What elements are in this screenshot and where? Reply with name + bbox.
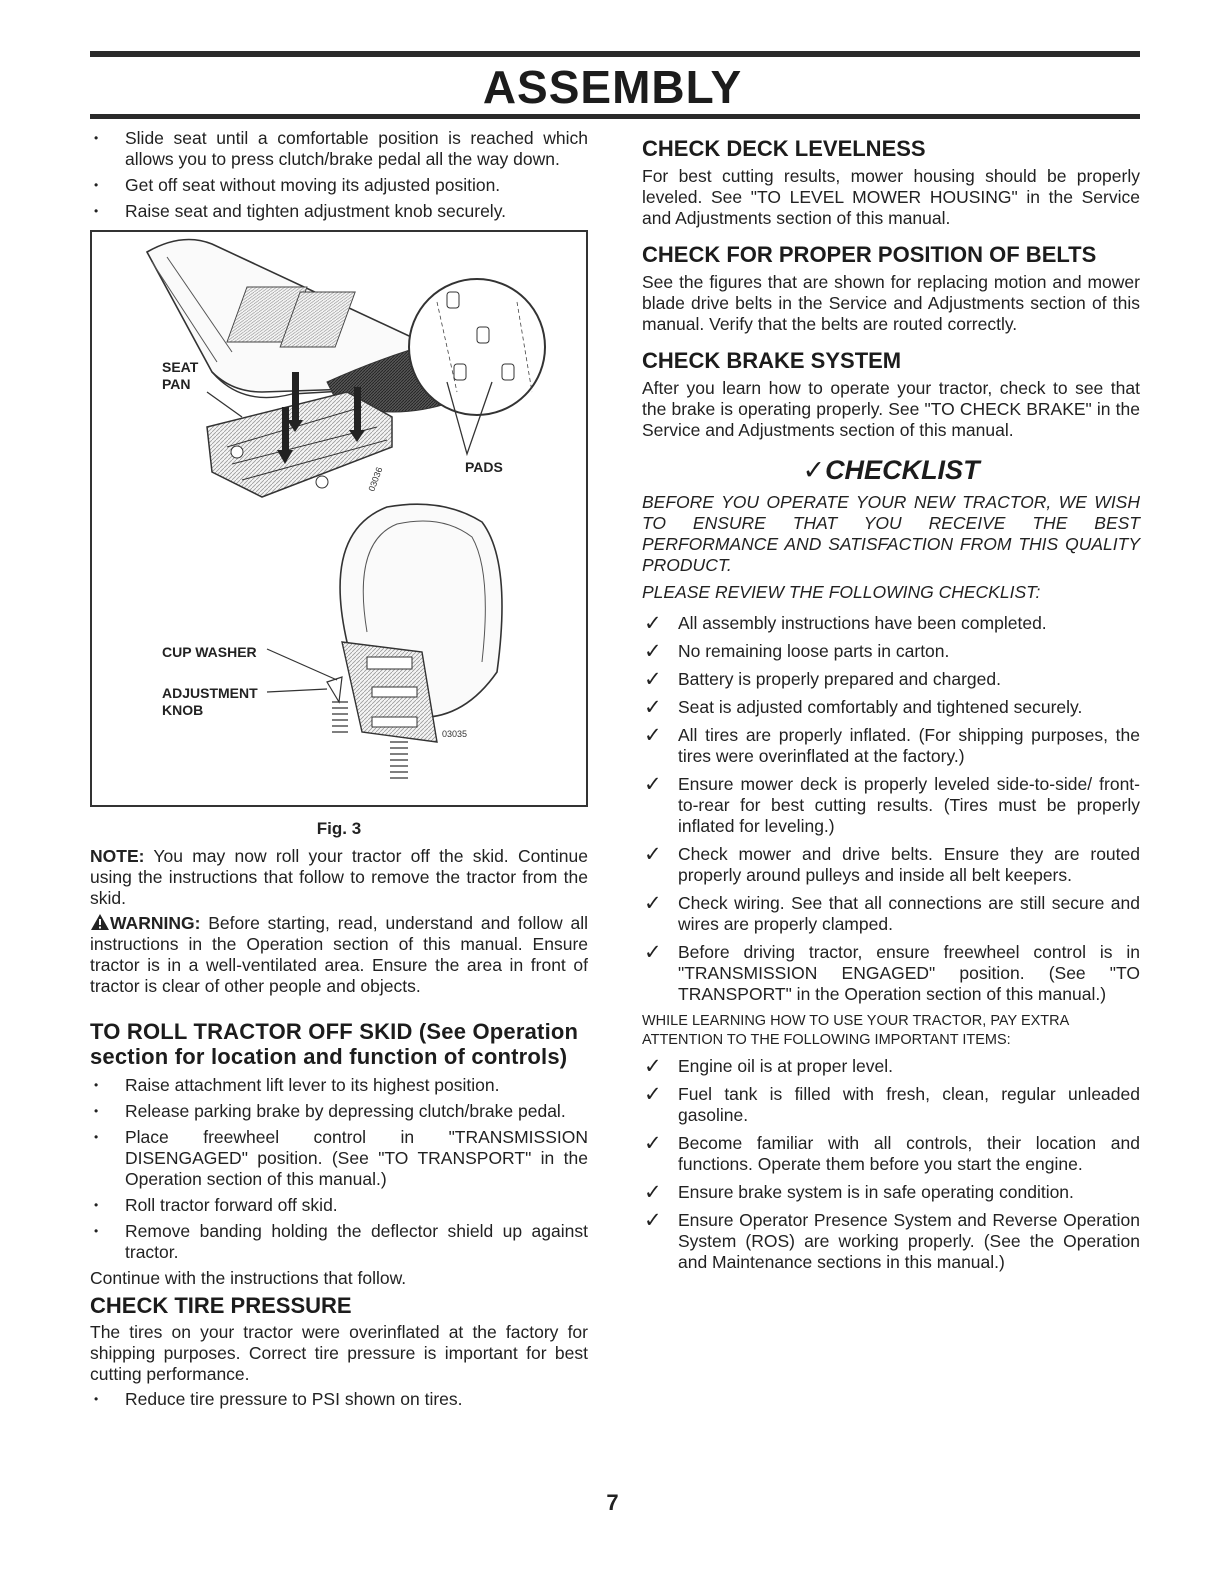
check-mark-icon: ✓ xyxy=(644,1132,662,1155)
bullet-icon: • xyxy=(94,1130,99,1144)
bullet-icon: • xyxy=(94,1392,99,1406)
list-item: • Raise attachment lift lever to its highest position. xyxy=(94,1075,500,1095)
checklist-item: ✓ Ensure Operator Presence System and Reverse Operation System (ROS) are working properly. (See the Operation and Maintenance sections in this manual.) xyxy=(644,1209,1140,1272)
bullet-icon: • xyxy=(94,1198,99,1212)
checklist-item: ✓ Seat is adjusted comfortably and tightened securely. xyxy=(644,696,1083,719)
check-mark-icon: ✓ xyxy=(644,612,662,635)
top-rule xyxy=(90,51,1140,57)
check-mark-icon: ✓ xyxy=(644,1083,662,1106)
list-item: • Roll tractor forward off skid. xyxy=(94,1195,338,1215)
checklist-review: PLEASE REVIEW THE FOLLOWING CHECKLIST: xyxy=(642,582,1041,602)
checklist-item: ✓ Fuel tank is filled with fresh, clean, regular unleaded gasoline. xyxy=(644,1083,1140,1125)
check-mark-icon: ✓ xyxy=(644,773,662,796)
label-cup-washer: CUP WASHER xyxy=(162,644,257,660)
bullet-icon: • xyxy=(94,1104,99,1118)
brake-heading: CHECK BRAKE SYSTEM xyxy=(642,348,902,373)
page-number: 7 xyxy=(606,1490,619,1515)
checklist-item: ✓ No remaining loose parts in carton. xyxy=(644,640,950,663)
belts-paragraph: See the figures that are shown for replacing motion and mower blade drive belts in the Service and Adjustments section of this manual. Verify that the belts are routed correctly. xyxy=(642,272,1140,334)
checklist-item: ✓ Before driving tractor, ensure freewheel control is in "TRANSMISSION ENGAGED" position. (See "TO TRANSPORT" in the Operation section of this manual.) xyxy=(644,941,1140,1004)
label-seat: SEAT xyxy=(162,359,199,375)
list-item: • Raise seat and tighten adjustment knob securely. xyxy=(94,201,507,221)
tire-bullet-list xyxy=(90,1389,588,1410)
list-item: • Remove banding holding the deflector shield up against tractor. xyxy=(94,1221,588,1262)
checklist-items xyxy=(642,613,1140,1005)
while-learning-note: WHILE LEARNING HOW TO USE YOUR TRACTOR, PAY EXTRA ATTENTION TO THE FOLLOWING IMPORTANT ITEMS: xyxy=(642,1013,1069,1048)
figure-caption: Fig. 3 xyxy=(316,819,362,838)
list-item: • Slide seat until a comfortable position is reached which allows you to press clutch/brake pedal all the way down. xyxy=(94,128,588,169)
list-item: • Place freewheel control in "TRANSMISSION DISENGAGED" position. (See "TO TRANSPORT" in the Operation section of this manual.) xyxy=(94,1127,588,1189)
seat-assembly-illustration xyxy=(92,232,586,805)
checklist-title: ✓CHECKLIST xyxy=(802,455,980,485)
bullet-icon: • xyxy=(94,1078,99,1092)
label-code-top: 03036 xyxy=(366,465,385,493)
bullet-icon: • xyxy=(94,131,99,145)
label-pan: PAN xyxy=(162,376,191,392)
roll-off-heading: TO ROLL TRACTOR OFF SKID (See Operation section for location and function of controls) xyxy=(90,1019,579,1069)
check-mark-icon: ✓ xyxy=(644,843,662,866)
deck-levelness-paragraph: For best cutting results, mower housing should be properly leveled. See "TO LEVEL MOWER HOUSING" in the Service and Adjustments section of this manual. xyxy=(642,166,1140,228)
label-knob: KNOB xyxy=(162,702,204,718)
label-code-bottom: 03035 xyxy=(442,729,468,739)
warning-paragraph: WARNING: Before starting, read, understand and follow all instructions in the Operation section of this manual. Ensure tractor is in a well-ventilated area. Ensure the area in front of tractor is clear of other people and objects. xyxy=(90,913,588,996)
check-mark-icon: ✓ xyxy=(802,455,826,485)
bullet-icon: • xyxy=(94,1224,99,1238)
list-item: • Reduce tire pressure to PSI shown on tires. xyxy=(94,1389,463,1409)
belts-heading: CHECK FOR PROPER POSITION OF BELTS xyxy=(642,242,1097,267)
bullet-icon: • xyxy=(94,204,99,218)
check-mark-icon: ✓ xyxy=(644,640,662,663)
checklist-item: ✓ All tires are properly inflated. (For shipping purposes, the tires were overinflated at the factory.) xyxy=(644,724,1140,766)
note-paragraph: NOTE: You may now roll your tractor off the skid. Continue using the instructions that follow to remove the tractor from the skid. xyxy=(90,846,588,908)
list-item: • Get off seat without moving its adjusted position. xyxy=(94,175,501,195)
deck-levelness-heading: CHECK DECK LEVELNESS xyxy=(642,136,926,161)
page-title: ASSEMBLY xyxy=(482,61,743,113)
check-mark-icon: ✓ xyxy=(644,941,662,964)
check-mark-icon: ✓ xyxy=(644,724,662,747)
title-rule xyxy=(90,114,1140,119)
check-mark-icon: ✓ xyxy=(644,696,662,719)
checklist-item: ✓ Become familiar with all controls, their location and functions. Operate them before you start the engine. xyxy=(644,1132,1140,1174)
left-column xyxy=(90,128,588,1415)
tire-pressure-paragraph: The tires on your tractor were overinflated at the factory for shipping purposes. Correct tire pressure is important for best cutting performance. xyxy=(90,1322,588,1384)
brake-paragraph: After you learn how to operate your tractor, check to see that the brake is operating properly. See "TO CHECK BRAKE" in the Service and Adjustments section of this manual. xyxy=(642,378,1140,440)
checklist-item: ✓ Engine oil is at proper level. xyxy=(644,1055,893,1078)
continue-paragraph: Continue with the instructions that follow. xyxy=(90,1268,407,1288)
checklist-item: ✓ Ensure mower deck is properly leveled side-to-side/ front-to-rear for best cutting results. (Tires must be properly inflated for leveling.) xyxy=(644,773,1140,836)
seat-bullet-list xyxy=(90,128,588,222)
checklist-item: ✓ Check mower and drive belts. Ensure they are routed properly around pulleys and inside all belt keepers. xyxy=(644,843,1140,885)
checklist-item: ✓ All assembly instructions have been completed. xyxy=(644,612,1047,635)
checklist-item: ✓ Ensure brake system is in safe operating condition. xyxy=(644,1181,1074,1204)
list-item: • Release parking brake by depressing clutch/brake pedal. xyxy=(94,1101,566,1121)
label-pads: PADS xyxy=(465,459,503,475)
label-adjustment: ADJUSTMENT xyxy=(162,685,258,701)
right-column xyxy=(642,128,1140,1280)
important-items xyxy=(642,1056,1140,1273)
tire-pressure-heading: CHECK TIRE PRESSURE xyxy=(90,1293,352,1318)
roll-off-bullet-list xyxy=(90,1075,588,1263)
check-mark-icon: ✓ xyxy=(644,668,662,691)
checklist-item: ✓ Battery is properly prepared and charged. xyxy=(644,668,1001,691)
checklist-item: ✓ Check wiring. See that all connections are still secure and wires are properly clamped. xyxy=(644,892,1140,934)
check-mark-icon: ✓ xyxy=(644,892,662,915)
checklist-intro: BEFORE YOU OPERATE YOUR NEW TRACTOR, WE WISH TO ENSURE THAT YOU RECEIVE THE BEST PERFORMANCE AND SATISFACTION FROM THIS QUALITY PRODUCT. xyxy=(642,492,1140,575)
bullet-icon: • xyxy=(94,178,99,192)
check-mark-icon: ✓ xyxy=(644,1181,662,1204)
check-mark-icon: ✓ xyxy=(644,1209,662,1232)
figure-seat-assembly xyxy=(90,230,588,807)
warning-triangle-icon xyxy=(90,913,110,931)
check-mark-icon: ✓ xyxy=(644,1055,662,1078)
